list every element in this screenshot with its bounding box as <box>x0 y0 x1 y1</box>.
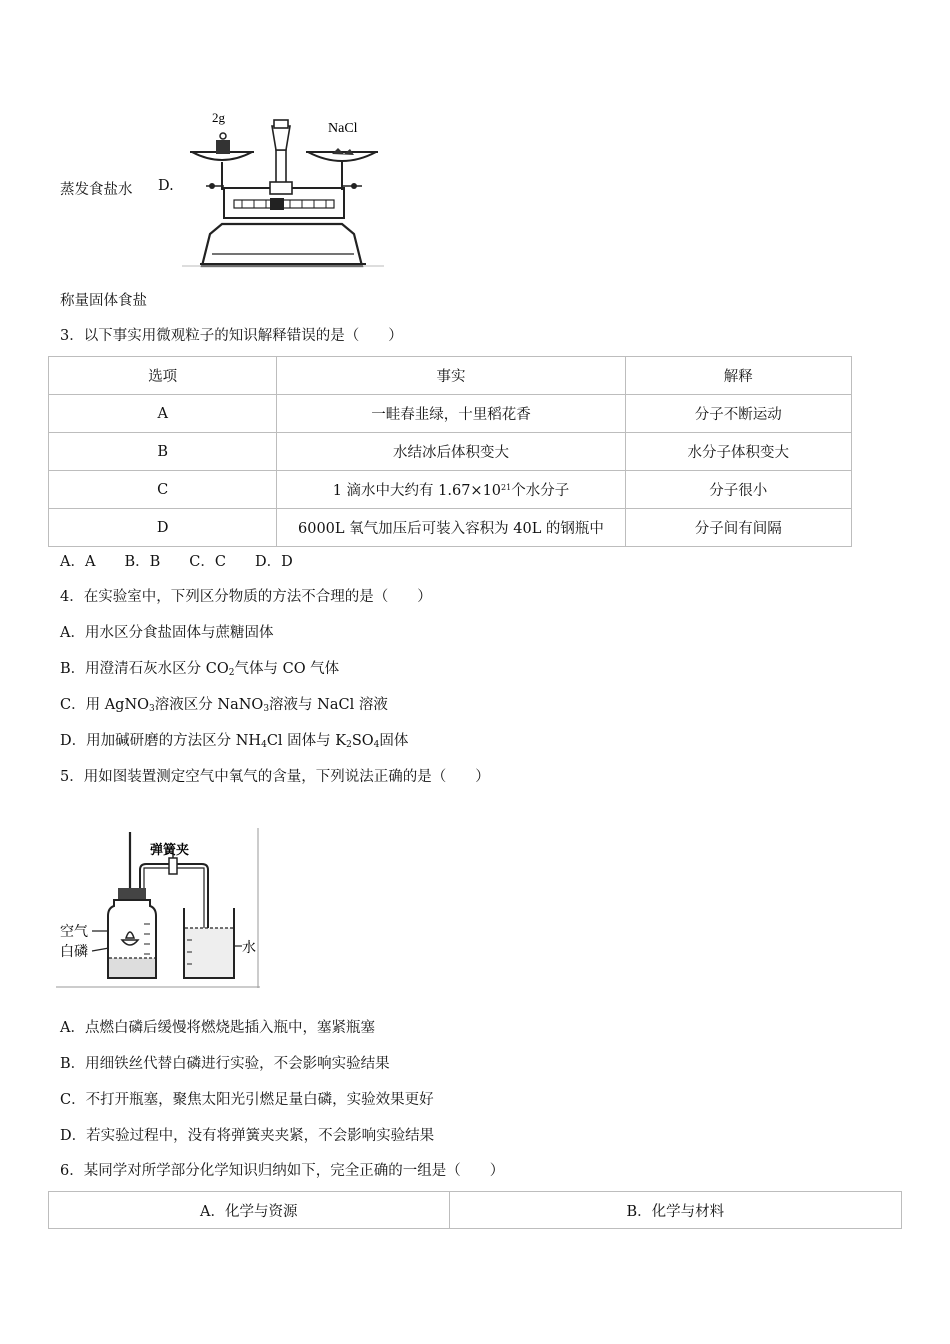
phosphorus-label: 白磷 <box>60 944 88 960</box>
evaporate-label: 蒸发食盐水 <box>60 182 133 198</box>
weight-label: 2g <box>212 110 225 125</box>
cell-fact: 一畦春韭绿，十里稻花香 <box>277 395 625 433</box>
table-row <box>49 471 852 509</box>
apparatus-figure <box>56 828 260 988</box>
q4-option-d: D．用加碱研磨的方法区分 $NH_4Cl$ 固体与 $K_2SO_4$固体 <box>60 733 409 750</box>
q5-stem: 5．用如图装置测定空气中氧气的含量，下列说法正确的是（ ） <box>60 769 490 785</box>
table-header-row <box>49 1192 902 1229</box>
spring-clamp <box>169 858 177 874</box>
q5-option-b: B．用细铁丝代替白磷进行实验，不会影响实验结果 <box>60 1056 390 1072</box>
q3-choices: A．A B．B C．C D．D <box>60 554 293 570</box>
weight-icon <box>216 140 230 154</box>
q3-table <box>48 356 852 547</box>
table-header-row <box>49 357 852 395</box>
header-explanation: 解释 <box>625 357 851 395</box>
weigh-label: 称量固体食盐 <box>60 293 147 309</box>
q3-stem: 3．以下事实用微观粒子的知识解释错误的是（ ） <box>60 328 403 344</box>
balance-figure <box>182 104 384 268</box>
q6-table <box>48 1191 902 1229</box>
header-fact: 事实 <box>277 357 625 395</box>
cell-explanation: 分子不断运动 <box>625 395 851 433</box>
header-option: 选项 <box>49 357 277 395</box>
q4-option-b: B．用澄清石灰水区分 $CO_2$气体与 CO 气体 <box>60 661 340 678</box>
q5-option-d: D．若实验过程中，没有将弹簧夹夹紧，不会影响实验结果 <box>60 1128 435 1144</box>
nacl-label: NaCl <box>328 121 358 136</box>
option-d-label: D. <box>158 178 174 194</box>
cell-explanation: 分子很小 <box>625 471 851 509</box>
air-label: 空气 <box>60 924 88 940</box>
cell-explanation: 水分子体积变大 <box>625 433 851 471</box>
cell-option: D <box>49 509 277 547</box>
table-row <box>49 395 852 433</box>
q4-option-c: C．用 AgNO$_3$溶液区分 NaNO$_3$溶液与 NaCl 溶液 <box>60 697 388 714</box>
cell-explanation: 分子间有间隔 <box>625 509 851 547</box>
q6-stem: 6．某同学对所学部分化学知识归纳如下，完全正确的一组是（ ） <box>60 1163 505 1179</box>
clamp-label: 弹簧夹 <box>150 843 190 858</box>
table-row <box>49 433 852 471</box>
q6-header-a: A．化学与资源 <box>49 1192 450 1229</box>
table-row <box>49 509 852 547</box>
q4-stem: 4．在实验室中，下列区分物质的方法不合理的是（ ） <box>60 589 432 605</box>
q6-header-b: B．化学与材料 <box>449 1192 901 1229</box>
cell-fact: 1 滴水中大约有 $1.67\times 10^{21}$个水分子 <box>277 471 625 509</box>
balance-base <box>202 224 362 266</box>
cell-fact: 水结冰后体积变大 <box>277 433 625 471</box>
q5-option-c: C．不打开瓶塞，聚焦太阳光引燃足量白磷，实验效果更好 <box>60 1092 434 1108</box>
water-label: 水 <box>242 940 256 956</box>
cell-option: A <box>49 395 277 433</box>
q5-option-a: A．点燃白磷后缓慢将燃烧匙插入瓶中，塞紧瓶塞 <box>60 1020 375 1036</box>
cell-option: B <box>49 433 277 471</box>
q4-option-a: A．用水区分食盐固体与蔗糖固体 <box>60 625 274 641</box>
cell-option: C <box>49 471 277 509</box>
bottle-stopper <box>118 888 146 900</box>
cell-fact: 6000L 氧气加压后可装入容积为 40L 的钢瓶中 <box>277 509 625 547</box>
